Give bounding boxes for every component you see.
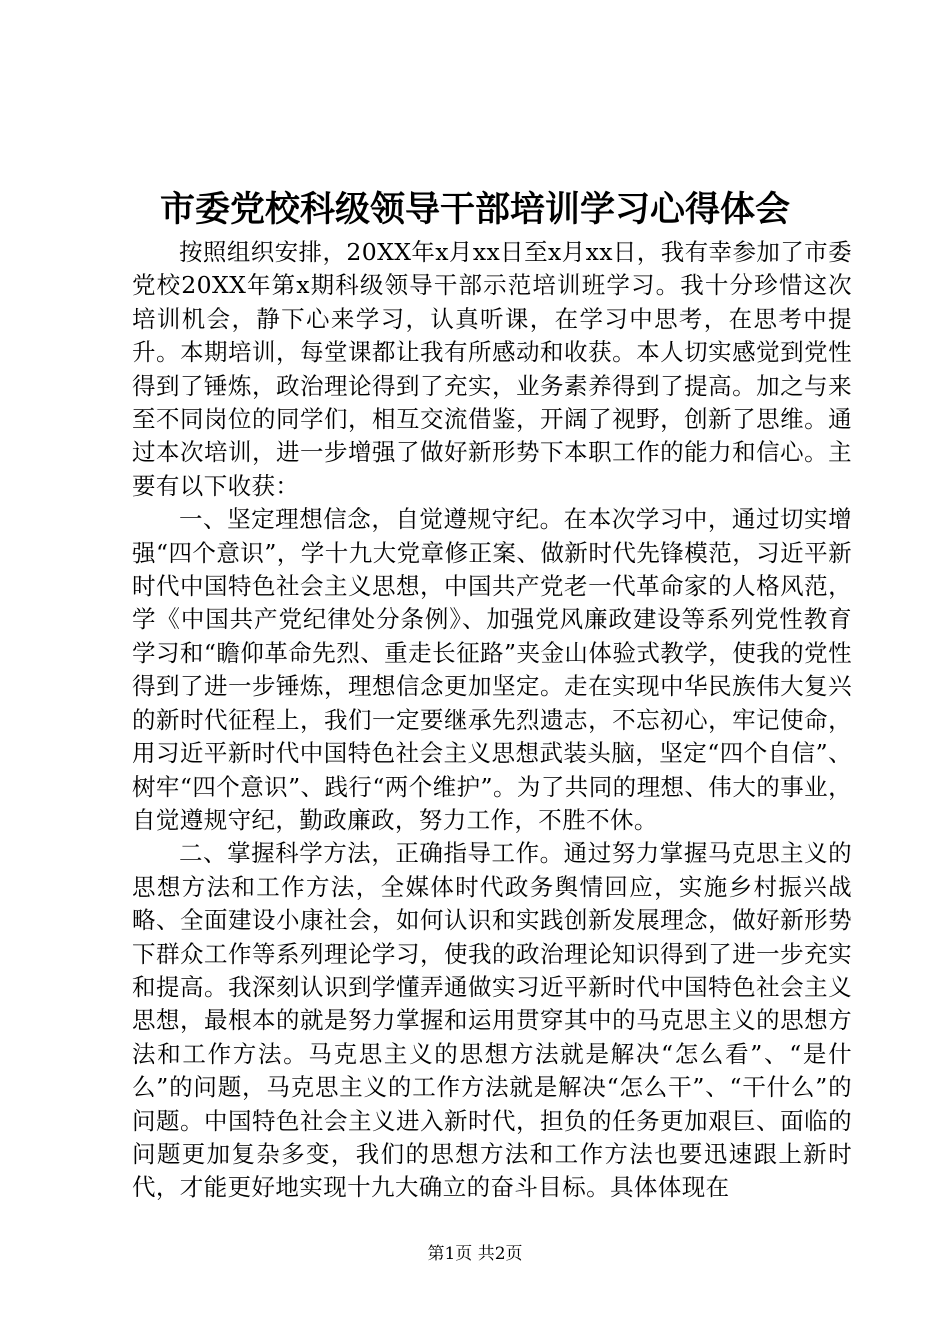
paragraph-intro: 按照组织安排，20XX年x月xx日至x月xx日，我有幸参加了市委党校20XX年第x期科级领导干部示范培训班学习。我十分珍惜这次培训机会，静下心来学习，认真听课，在学习中思考，在思考中提升。本期培训，每堂课都让我有所感动和收获。本人切实感觉到党性得到了锤炼，政治理论得到了充实，业务素养得到了提高。加之与来至不同岗位的同学们，相互交流借鉴，开阔了视野，创新了思维。通过本次培训，进一步增强了做好新形势下本职工作的能力和信心。主要有以下收获： bbox=[132, 238, 852, 500]
document-body bbox=[132, 236, 852, 1205]
paragraph-section-one: 一、坚定理想信念，自觉遵规守纪。在本次学习中，通过切实增强“四个意识”，学十九大党章修正案、做新时代先锋模范，习近平新时代中国特色社会主义思想，中国共产党老一代革命家的人格风范，学《中国共产党纪律处分条例》、加强党风廉政建设等系列党性教育学习和“瞻仰革命先烈、重走长征路”夹金山体验式教学，使我的党性得到了进一步锤炼，理想信念更加坚定。走在实现中华民族伟大复兴的新时代征程上，我们一定要继承先烈遗志，不忘初心，牢记使命，用习近平新时代中国特色社会主义思想武装头脑，坚定“四个自信”、树牢“四个意识”、践行“两个维护”。为了共同的理想、伟大的事业，自觉遵规守纪，勤政廉政，努力工作，不胜不休。 bbox=[132, 505, 852, 834]
paragraph-section-two: 二、掌握科学方法，正确指导工作。通过努力掌握马克思主义的思想方法和工作方法，全媒体时代政务舆情回应，实施乡村振兴战略、全面建设小康社会，如何认识和实践创新发展理念，做好新形势下群众工作等系列理论学习，使我的政治理论知识得到了进一步充实和提高。我深刻认识到学懂弄通做实习近平新时代中国特色社会主义思想，最根本的就是努力掌握和运用贯穿其中的马克思主义的思想方法和工作方法。马克思主义的思想方法就是解决“怎么看”、“是什么”的问题，马克思主义的工作方法就是解决“怎么干”、“干什么”的问题。中国特色社会主义进入新时代，担负的任务更加艰巨、面临的问题更加复杂多变，我们的思想方法和工作方法也要迅速跟上新时代，才能更好地实现十九大确立的奋斗目标。具体体现在 bbox=[132, 839, 852, 1202]
page-number-footer: 第1页 共2页 bbox=[427, 1244, 523, 1264]
document-title: 市委党校科级领导干部培训学习心得体会 bbox=[159, 189, 790, 230]
